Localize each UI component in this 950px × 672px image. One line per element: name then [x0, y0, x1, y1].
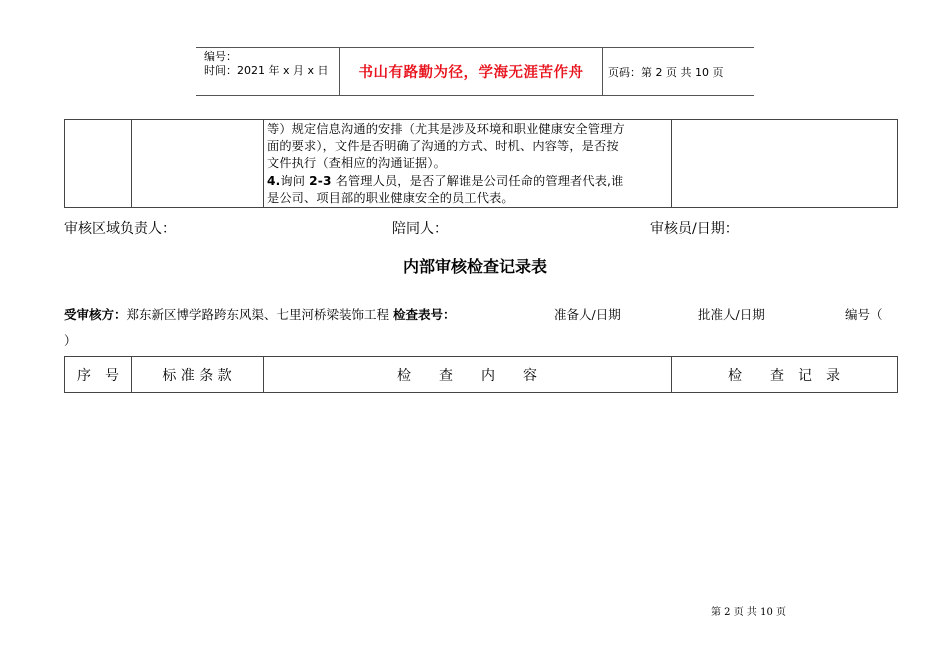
continuation-col-divider-1 [131, 120, 132, 207]
item-number: 4. [267, 173, 281, 188]
column-header-check-content: 检 查 内 容 [397, 367, 537, 384]
continuation-text: 询问 [280, 173, 310, 188]
column-header-serial: 序 号 [77, 367, 119, 384]
signature-auditor-date: 审核员/日期： [650, 221, 739, 237]
signature-accompany: 陪同人： [392, 221, 448, 237]
header-number-label: 编号： [204, 50, 237, 63]
continuation-col-divider-2 [263, 120, 264, 207]
header-page [608, 66, 723, 80]
continuation-line: 文件执行（查相应的沟通证据）。 [267, 156, 446, 171]
header-page-value: 第 2 页 共 10 页 [641, 66, 724, 79]
auditee-label: 受审核方： [64, 307, 127, 322]
document-number-close: ） [64, 333, 77, 348]
column-header-check-record: 检 查 记 录 [728, 367, 840, 384]
record-table-header [64, 356, 898, 393]
header-time [204, 64, 329, 78]
signature-area-head: 审核区域负责人： [64, 221, 176, 237]
page-header [196, 47, 754, 96]
auditee-value: 郑东新区博学路跨东风渠、七里河桥梁装饰工程 [126, 307, 390, 322]
header-slogan: 书山有路勤为径，学海无涯苦作舟 [358, 65, 584, 81]
header-time-label: 时间： [204, 64, 237, 77]
approver-date: 批准人/日期 [698, 307, 765, 322]
continuation-line: 等）规定信息沟通的安排（尤其是涉及环境和职业健康安全管理方 [267, 122, 625, 136]
form-number-label: 检查表号： [393, 307, 456, 322]
preparer-date: 准备人/日期 [554, 307, 621, 322]
header-page-label: 页码： [608, 66, 641, 79]
header-divider-2 [602, 47, 603, 96]
continuation-text: 名管理人员，是否了解谁是公司任命的管理者代表,谁 [331, 173, 624, 188]
continuation-line: 面的要求），文件是否明确了沟通的方式、时机、内容等，是否按 [267, 139, 619, 154]
continuation-bold-count: 2-3 [309, 173, 332, 188]
header-time-value: 2021 年 x 月 x 日 [237, 64, 329, 77]
column-header-standard-clause: 标 准 条 款 [162, 367, 232, 384]
form-title: 内部审核检查记录表 [402, 257, 547, 276]
document-number: 编号（ [845, 307, 883, 322]
auditee [64, 305, 456, 323]
page-footer: 第 2 页 共 10 页 [711, 607, 786, 618]
continuation-col-divider-3 [671, 120, 672, 207]
continuation-line: 是公司、项目部的职业健康安全的员工代表。 [267, 190, 514, 205]
continuation-line [267, 173, 671, 190]
continuation-table [64, 119, 898, 208]
continuation-content [267, 121, 671, 207]
